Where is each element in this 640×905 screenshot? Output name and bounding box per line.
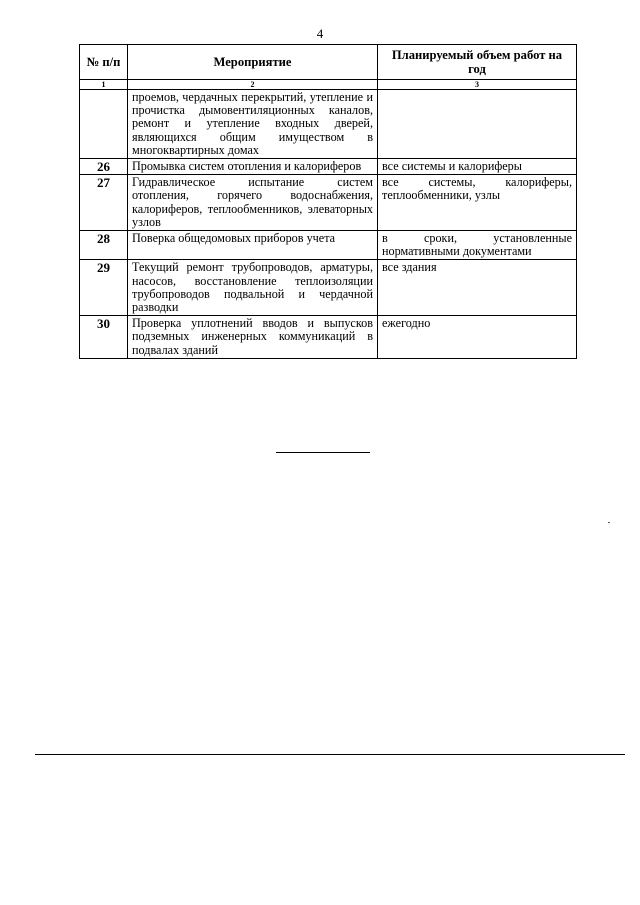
header-activity: Мероприятие xyxy=(128,45,378,80)
row-activity: проемов, чердачных перекрытий, утепление и прочистка дымовентиляционных каналов, ремонт и утепление входных дверей, являющихся общим имуществом в многоквартирных домах xyxy=(128,90,378,159)
row-activity: Проверка уплотнений вводов и выпусков подземных инженерных коммуникаций в подвалах зданий xyxy=(128,316,378,359)
row-volume: в сроки, установленные нормативными документами xyxy=(378,231,577,260)
column-index-row xyxy=(80,80,577,90)
table-header-row xyxy=(80,45,577,80)
row-activity: Гидравлическое испытание систем отопления, горячего водоснабжения, калориферов, теплообменников, элеваторных узлов xyxy=(128,175,378,231)
row-number: 27 xyxy=(80,175,128,231)
row-volume: ежегодно xyxy=(378,316,577,359)
row-activity: Текущий ремонт трубопроводов, арматуры, насосов, восстановление теплоизоляции трубопроводов подвальной и чердачной разводки xyxy=(128,260,378,316)
row-volume: все системы, калориферы, теплообменники, узлы xyxy=(378,175,577,231)
table-row xyxy=(80,175,577,231)
row-number xyxy=(80,90,128,159)
end-separator-line xyxy=(276,452,370,453)
header-volume: Планируемый объем работ на год xyxy=(378,45,577,80)
row-number: 26 xyxy=(80,159,128,175)
column-index-2: 2 xyxy=(128,80,378,90)
table-row xyxy=(80,260,577,316)
page-number: 4 xyxy=(316,26,324,41)
column-index-3: 3 xyxy=(378,80,577,90)
table-row xyxy=(80,231,577,260)
row-activity: Поверка общедомовых приборов учета xyxy=(128,231,378,260)
column-index-1: 1 xyxy=(80,80,128,90)
footer-rule-line xyxy=(35,754,625,755)
row-volume xyxy=(378,90,577,159)
row-number: 29 xyxy=(80,260,128,316)
table-row xyxy=(80,316,577,359)
row-activity: Промывка систем отопления и калориферов xyxy=(128,159,378,175)
row-number: 30 xyxy=(80,316,128,359)
row-volume: все системы и калориферы xyxy=(378,159,577,175)
row-number: 28 xyxy=(80,231,128,260)
table-row xyxy=(80,90,577,159)
header-number: № п/п xyxy=(80,45,128,80)
scan-speck xyxy=(608,522,610,523)
table-row xyxy=(80,159,577,175)
row-volume: все здания xyxy=(378,260,577,316)
activities-table xyxy=(79,44,577,359)
